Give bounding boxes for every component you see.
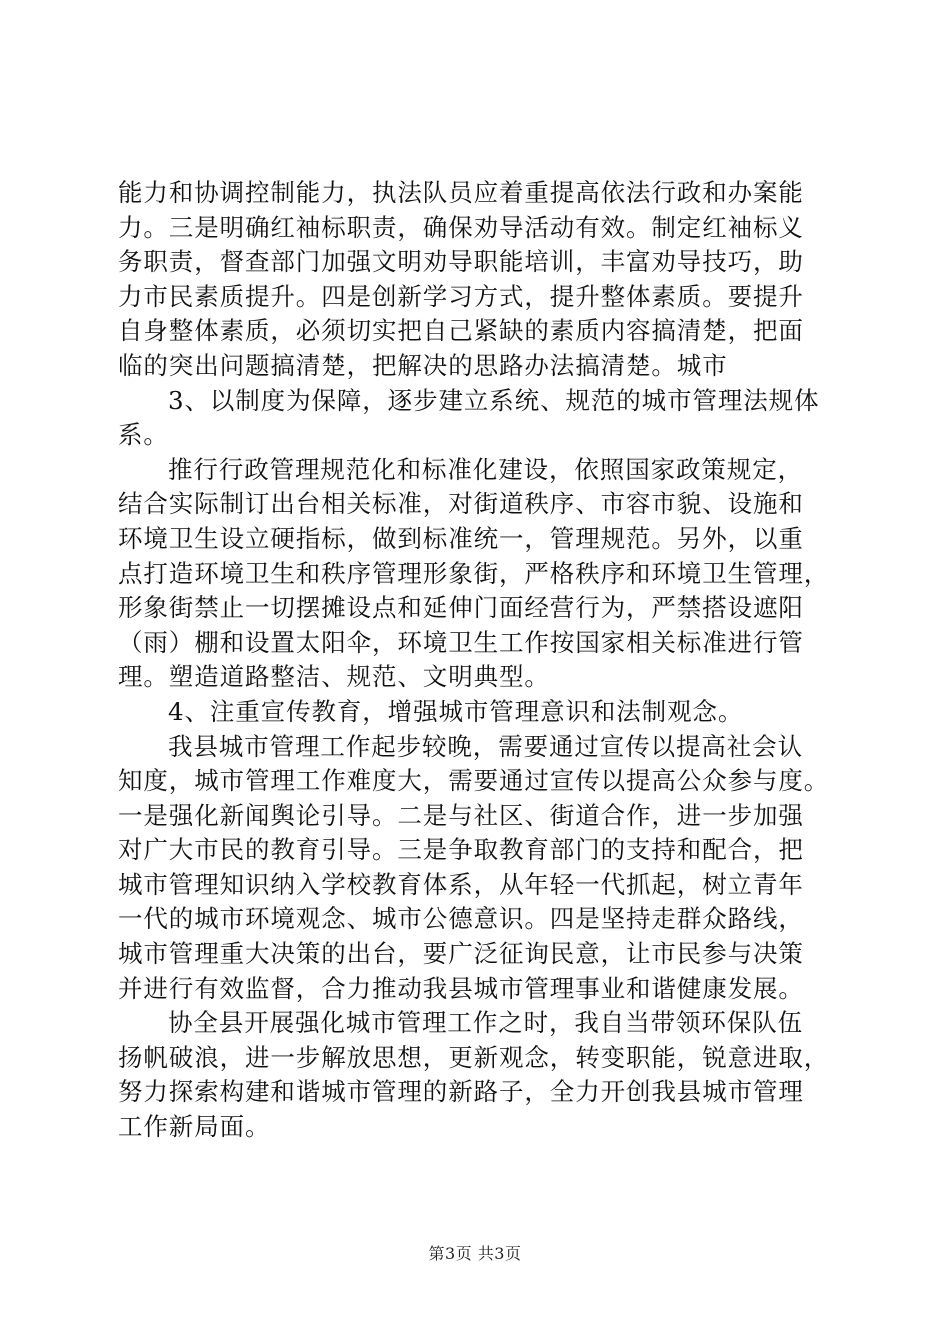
text-line: 理。塑造道路整洁、规范、文明典型。 — [118, 662, 550, 692]
text-line: 系。 — [118, 420, 169, 450]
text-line: 努力探索构建和谐城市管理的新路子，全力开创我县城市管理 — [118, 1077, 804, 1107]
text-line: 环境卫生设立硬指标，做到标准统一，管理规范。另外，以重 — [118, 523, 804, 553]
text-line: 结合实际制订出台相关标准，对街道秩序、市容市貌、设施和 — [118, 489, 804, 519]
text-line: 3、以制度为保障，逐步建立系统、规范的城市管理法规体 — [168, 385, 820, 415]
text-line: 一是强化新闻舆论引导。二是与社区、街道合作，进一步加强 — [118, 800, 804, 830]
text-line: 我县城市管理工作起步较晚，需要通过宣传以提高社会认 — [168, 731, 803, 761]
text-line: 并进行有效监督，合力推动我县城市管理事业和谐健康发展。 — [118, 973, 804, 1003]
text-line: 形象街禁止一切摆摊设点和延伸门面经营行为，严禁搭设遮阳 — [118, 593, 804, 623]
page-footer: 第3页 共3页 — [428, 1244, 522, 1263]
text-line: 4、注重宣传教育，增强城市管理意识和法制观念。 — [168, 696, 744, 726]
text-line: 临的突出问题搞清楚，把解决的思路办法搞清楚。城市 — [118, 350, 728, 380]
document-body — [118, 176, 838, 1145]
text-line: 能力和协调控制能力，执法队员应着重提高依法行政和办案能 — [118, 178, 804, 207]
text-line: 务职责，督查部门加强文明劝导职能培训，丰富劝导技巧，助 — [118, 247, 804, 277]
text-line: 力市民素质提升。四是创新学习方式，提升整体素质。要提升 — [118, 281, 804, 311]
text-line: 工作新局面。 — [118, 1112, 271, 1142]
text-line: （雨）棚和设置太阳伞，环境卫生工作按国家相关标准进行管 — [118, 627, 804, 657]
text-line: 协全县开展强化城市管理工作之时，我自当带领环保队伍 — [168, 1008, 803, 1038]
text-line: 力。三是明确红袖标职责，确保劝导活动有效。制定红袖标义 — [118, 212, 804, 242]
text-line: 城市管理知识纳入学校教育体系，从年轻一代抓起，树立青年 — [118, 869, 804, 899]
text-line: 点打造环境卫生和秩序管理形象街，严格秩序和环境卫生管理， — [118, 558, 830, 588]
text-line: 推行行政管理规范化和标准化建设，依照国家政策规定， — [168, 454, 803, 484]
text-line: 自身整体素质，必须切实把自己紧缺的素质内容搞清楚，把面 — [118, 316, 804, 346]
text-line: 知度，城市管理工作难度大，需要通过宣传以提高公众参与度。 — [118, 766, 830, 796]
text-line: 城市管理重大决策的出台，要广泛征询民意，让市民参与决策 — [118, 939, 804, 969]
text-line: 一代的城市环境观念、城市公德意识。四是坚持走群众路线， — [118, 904, 804, 934]
text-line: 扬帆破浪，进一步解放思想，更新观念，转变职能，锐意进取， — [118, 1042, 830, 1072]
text-line: 对广大市民的教育引导。三是争取教育部门的支持和配合，把 — [118, 835, 804, 865]
